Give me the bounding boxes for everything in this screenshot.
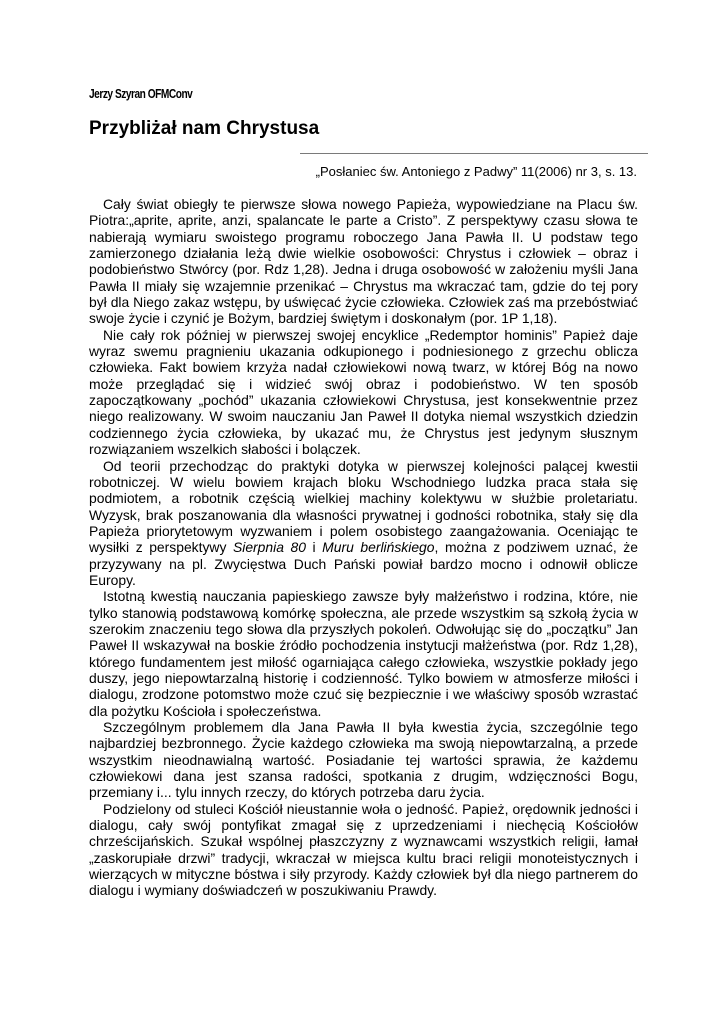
paragraph-text: Istotną kwestią nauczania papieskiego zawsze były małżeństwo i rodzina, które, nie tylko stanowią podstawową komórkę społeczna, ale przede wszystkim są szkołą życia w szerokim znaczeniu tego słowa dla przyszłych pokoleń. Odwołując się do „początku” Jan Paweł II wskazywał na boskie źródło pochodzenia instytucji małżeństwa (por. Rdz 1,28), którego fundamentem jest miłość ogarniająca całego człowieka, wszystkie pokłady jego duszy, jego niepowtarzalną historię i codzienność. Tylko bowiem w atmosferze miłości i dialogu, zrodzone potomstwo może czuć się bezpiecznie i we właściwy sposób wzrastać dla pożytku Kościoła i społeczeństwa.: [89, 588, 638, 719]
author-name: Jerzy Szyran OFMConv: [89, 86, 193, 101]
paragraph-text: Podzielony od stuleci Kościół nieustannie woła o jedność. Papież, orędownik jedności i dialogu, cały swój pontyfikat zmagał się z uprzedzeniami i niechęcią Kościołów chrześcijańskich. Szukał wspólnej płaszczyzny z wyznawcami wszystkich religii, łamał „zaskorupiałe drzwi” tradycji, wkraczał w miejsca kultu braci religii monoteistycznych i wierzących w mityczne bóstwa i siły przyrody. Każdy człowiek był dla niego partnerem do dialogu i wymiany doświadczeń w poszukiwaniu Prawdy.: [89, 800, 638, 899]
paragraph: [89, 719, 638, 801]
paragraph: [89, 801, 638, 899]
paragraph: [89, 458, 638, 589]
source-divider: [300, 153, 648, 154]
paragraph-text: Szczególnym problemem dla Jana Pawła II była kwestia życia, szczególnie tego najbardziej bezbronnego. Życie każdego człowieka ma swoją niepowtarzalną, a przede wszystkim nieodnawialną wartość. Posiadanie tej wartości sprawia, że każdemu człowiekowi dana jest szansa radości, spotkania z drugim, wdzięczności Bogu, przemiany i... tylu innych rzeczy, do których potrzeba daru życia.: [89, 719, 638, 801]
paragraph: [89, 588, 638, 719]
italic-title: Sierpnia 80: [232, 539, 306, 556]
article-title: Przybliżał nam Chrystusa: [89, 118, 320, 139]
paragraph-text: Nie cały rok później w pierwszej swojej encyklice „Redemptor hominis” Papież daje wyraz swemu pragnieniu ukazania odkupionego i podniesionego z grzechu oblicza człowieka. Fakt bowiem krzyża nadał człowiekowi nową twarz, w której Bóg na nowo może przeglądać się i widzieć swój obraz i podobieństwo. W ten sposób zapoczątkowany „pochód” ukazania człowiekowi Chrystusa, jest konsekwentnie przez niego realizowany. W swoim nauczaniu Jan Paweł II dotyka niemal wszystkich dziedzin codziennego życia człowieka, by ukazać mu, że Chrystus jest jedynym słusznym rozwiązaniem wszelkich słabości i bolączek.: [89, 326, 638, 458]
paragraph-text: , można z podziwem uznać, że przyzywany na pl. Zwycięstwa Duch Pański powiał bardzo mocno i odnowił oblicze Europy.: [89, 539, 638, 588]
article-body: [89, 196, 638, 899]
source-citation: „Posłaniec św. Antoniego z Padwy” 11(2006) nr 3, s. 13.: [315, 164, 637, 179]
paragraph: [89, 327, 638, 458]
paragraph-text: Cały świat obiegły te pierwsze słowa nowego Papieża, wypowiedziane na Placu św. Piotra:„aprite, aprite, anzi, spalancate le parte a Cristo”. Z perspektywy czasu słowa te nabierają wymiaru swoistego programu roboczego Jana Pawła II. U podstaw tego zamierzonego działania leżą dwie wielkie osobowości: Chrystus i człowiek – obraz i podobieństwo Stwórcy (por. Rdz 1,28). Jedna i druga osobowość w założeniu myśli Jana Pawła II miały się wzajemnie przenikać – Chrystus ma wkraczać tam, gdzie do tej pory był dla Niego zakaz wstępu, by uświęcać życie człowieka. Człowiek zaś ma przebóstwiać swoje życie i czynić je Bożym, bardziej świętym i doskonałym (por. 1P 1,18).: [89, 196, 638, 327]
italic-title: Muru berlińskiego: [322, 539, 435, 556]
paragraph: [89, 196, 638, 327]
paragraph-text: i: [305, 539, 323, 556]
paragraph-text: Od teorii przechodząc do praktyki dotyka w pierwszej kolejności palącej kwestii robotniczej. W wielu bowiem krajach bloku Wschodniego ludzka praca stała się podmiotem, a robotnik częścią wielkiej machiny kolektywu w służbie proletariatu. Wyzysk, brak poszanowania dla własności prywatnej i godności robotnika, stały się dla Papieża priorytetowym wyzwaniem i polem osobistego zaangażowania. Oceniając te wysiłki z perspektywy: [89, 457, 638, 556]
